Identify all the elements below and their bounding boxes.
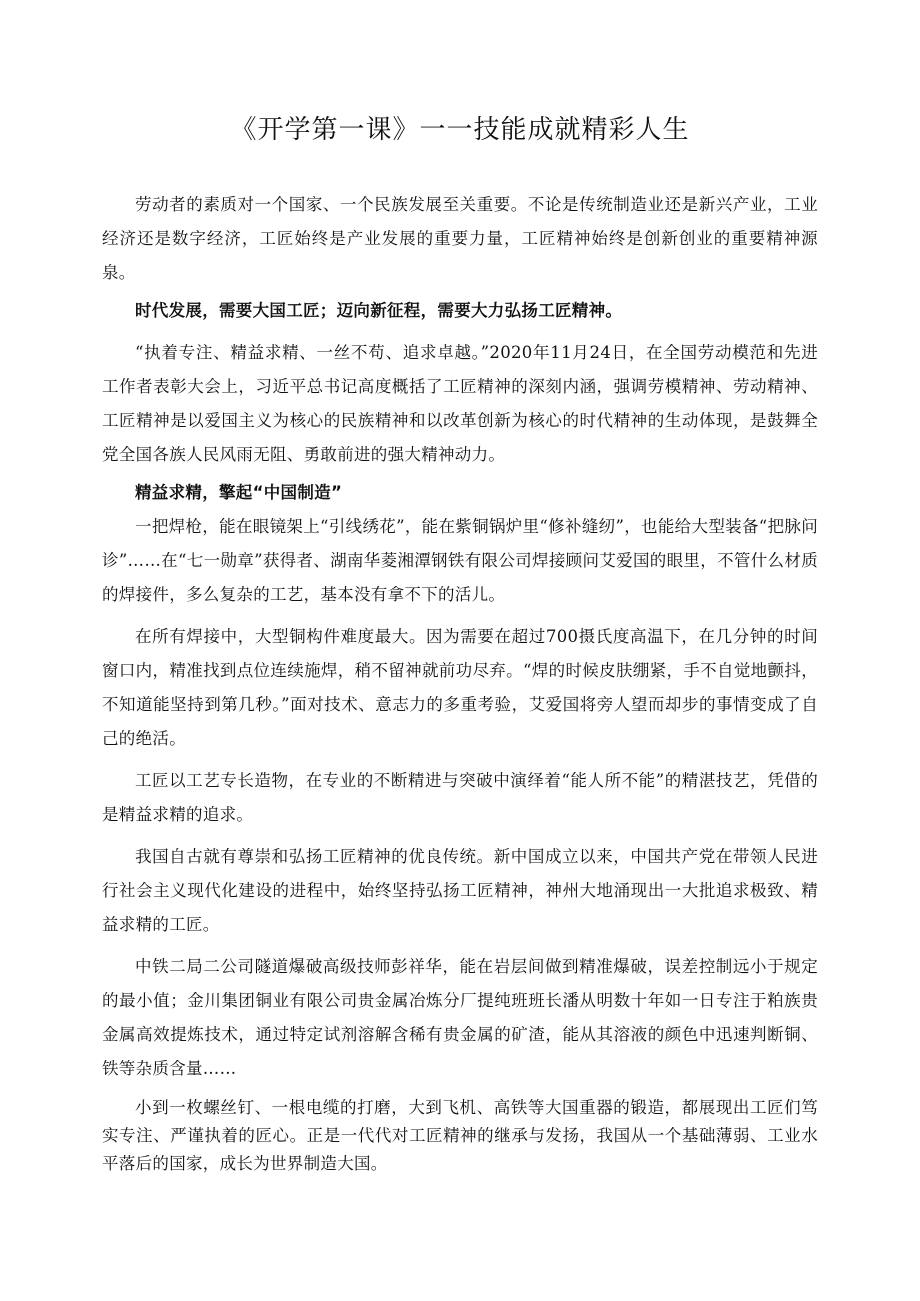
paragraph-quote: “执着专注、精益求精、一丝不苟、追求卓越。”2020年11月24日，在全国劳动模范和先进工作者表彰大会上，习近平总书记高度概括了工匠精神的深刻内涵，强调劳模精神、劳动精神、工匠精神是以爱国主义为核心的民族精神和以改革创新为核心的时代精神的生动体现，是鼓舞全党全国各族人民风雨无阻、勇敢前进的强大精神动力。 [102,343,818,464]
paragraph-conclusion: 小到一枚螺丝钉、一根电缆的打磨，大到飞机、高铁等大国重器的锻造，都展现出工匠们笃实专注、严谨执着的匠心。正是一代代对工匠精神的继承与发扬，我国从一个基础薄弱、工业水平落后的国家，成长为世界制造大国。 [102,1098,818,1173]
paragraph-welding-torch: 一把焊枪，能在眼镜架上“引线绣花”，能在紫铜锅炉里“修补缝纫”，也能给大型装备“把脉问诊”……在“七一勋章”获得者、湖南华菱湘潭钢铁有限公司焊接顾问艾爱国的眼里，不管什么材质的焊接件，多么复杂的工艺，基本没有拿不下的活儿。 [102,517,818,604]
paragraph-examples: 中铁二局二公司隧道爆破高级技师彭祥华，能在岩层间做到精准爆破，误差控制远小于规定的最小值；金川集团铜业有限公司贵金属冶炼分厂提纯班班长潘从明数十年如一日专注于粕族贵金属高效提炼技术，通过特定试剂溶解含稀有贵金属的矿渣，能从其溶液的颜色中迅速判断铜、铁等杂质含量…… [102,957,818,1078]
paragraph-tradition: 我国自古就有尊崇和弘扬工匠精神的优良传统。新中国成立以来，中国共产党在带领人民进行社会主义现代化建设的进程中，始终坚持弘扬工匠精神，神州大地涌现出一大批追求极致、精益求精的工匠。 [102,847,818,934]
section-heading-era: 时代发展，需要大国工匠；迈向新征程，需要大力弘扬工匠精神。 [135,301,623,320]
document-title: 《开学第一课》一一技能成就精彩人生 [230,115,690,145]
section-heading-precision: 精益求精，擎起“中国制造” [135,483,343,502]
paragraph-copper-welding: 在所有焊接中，大型铜构件难度最大。因为需要在超过700摄氏度高温下，在几分钟的时间窗口内，精准找到点位连续施焊，稍不留神就前功尽弃。“焊的时候皮肤绷紧，手不自觉地颤抖，不知道能坚持到第几秒。”面对技术、意志力的多重考验，艾爱国将旁人望而却步的事情变成了自己的绝活。 [102,627,818,748]
paragraph-intro: 劳动者的素质对一个国家、一个民族发展至关重要。不论是传统制造业还是新兴产业，工业经济还是数字经济，工匠始终是产业发展的重要力量，工匠精神始终是创新创业的重要精神源泉。 [102,195,818,282]
paragraph-craftsman-skill: 工匠以工艺专长造物，在专业的不断精进与突破中演绎着“能人所不能”的精湛技艺，凭借的是精益求精的追求。 [102,771,818,824]
document-body [102,188,818,1178]
